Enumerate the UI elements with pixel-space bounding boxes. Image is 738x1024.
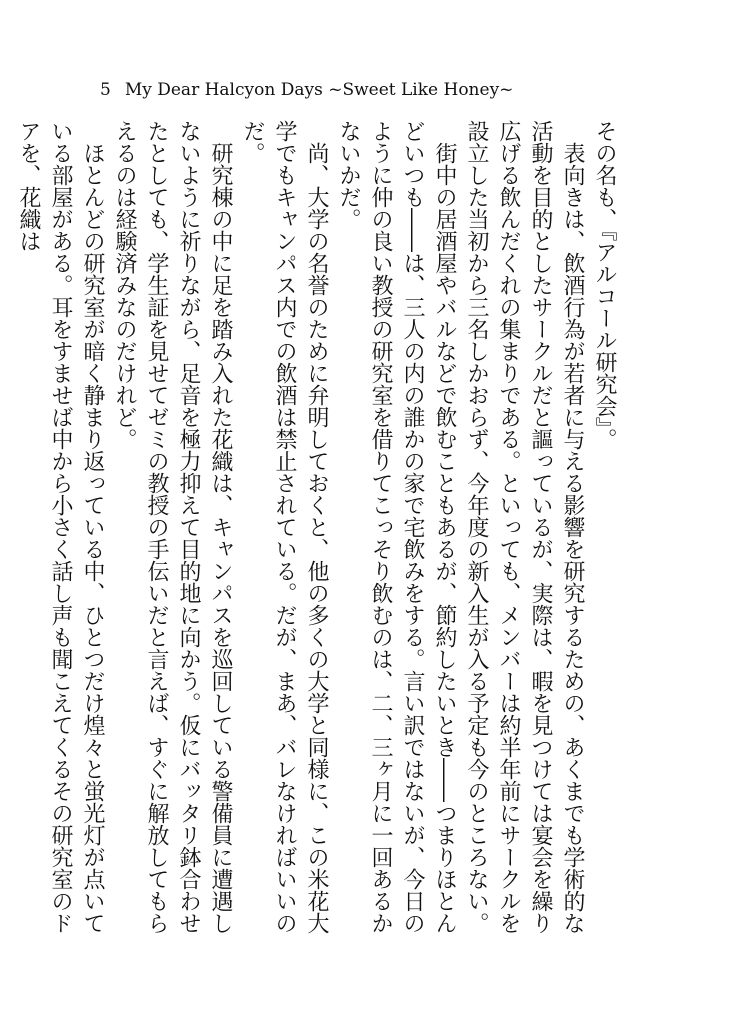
body-text (16, 120, 620, 950)
running-title: My Dear Halcyon Days ~Sweet Like Honey~ (124, 80, 514, 100)
paragraph-5: 研究棟の中に足を踏み入れた花織は、キャンパスを巡回している警備員に遭遇しないように祈りながら、足音を極力抑えて目的地に向かう。仮にバッタリ鉢合わせたとしても、学生証を見せてゼミの教授の手伝いだと言えば、すぐに解放してもらえるのは経験済みなのだけれど。 (112, 120, 233, 934)
paragraph-6: ほとんどの研究室が暗く静まり返っている中、ひとつだけ煌々と蛍光灯が点いている部屋がある。耳をすませば中から小さく話し声も聞こえてくるその研究室のドアを、花織は (16, 120, 105, 934)
paragraph-1: その名も、『アルコール研究会』。 (592, 120, 617, 450)
paragraph-3: 街中の居酒屋やバルなどで飲むこともあるが、節約したいとき――つまりほとんどいつも――は、三人の内の誰かの家で宅飲みをする。言い訳ではないが、今日のように仲の良い教授の研究室を借りてこっそり飲むのは、二、三ヶ月に一回あるかないかだ。 (336, 120, 457, 934)
paragraph-2: 表向きは、飲酒行為が若者に与える影響を研究するための、あくまでも学術的な活動を目的としたサークルだと謳っているが、実際は、暇を見つけては宴会を繰り広げる飲んだくれの集まりである。といっても、メンバーは約半年前にサークルを設立した当初から三名しかおらず、今年度の新入生が入る予定も今のところない。 (464, 120, 585, 934)
page-number: 5 (100, 80, 111, 100)
page-header (100, 78, 513, 102)
paragraph-4: 尚、大学の名誉のために弁明しておくと、他の多くの大学と同様に、この米花大学でもキャンパス内での飲酒は禁止されている。だが、まあ、バレなければいいのだ。 (240, 120, 329, 934)
